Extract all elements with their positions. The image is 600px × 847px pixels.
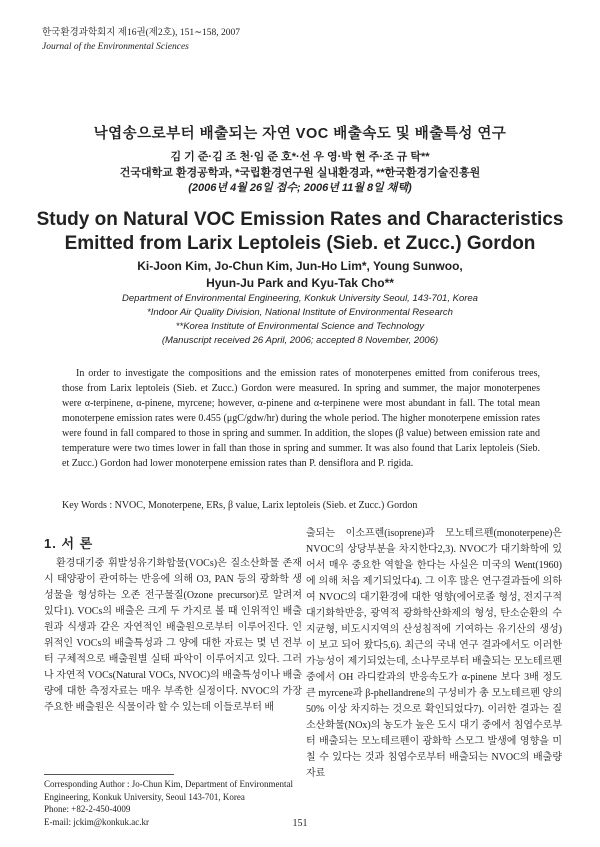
korean-received: (2006년 4월 26일 접수; 2006년 11월 8일 채택) <box>188 182 412 194</box>
journal-korean: 한국환경과학회지 제16권(제2호), 151∼158, 2007 <box>42 28 241 38</box>
affiliation-3: **Korea Institute of Environmental Science and Technology <box>175 321 425 332</box>
abstract: In order to investigate the compositions and the emission rates of monoterpenes emitted from coniferous trees, those from Larix leptoleis (Sieb. et Zucc.) Gordon were measured. In spring and summer, the major monoterpenes were α-terpinene, α-pinene, myrcene; however, α-pinene and α-terpinene were most abundant in fall. The total mean monoterpene emission rates were 0.455 (μgC/gdw/hr) during the whole period. The higher monoterpene emission rates were found in fall compared to those in spring and summer. In addition, the slopes (β value) between emission rate and temperature were two times lower in fall than those in spring and summer. It was also found that Larix leptoleis (Sieb. et Zucc.) Gordon had lower monoterpene emission rates than P. densiflora and P. rigida. <box>62 368 540 469</box>
manuscript-dates: (Manuscript received 26 April, 2006; accepted 8 November, 2006) <box>161 335 439 346</box>
footnote-divider <box>44 774 174 775</box>
corresponding-author: Corresponding Author : Jo-Chun Kim, Department of Environmental Engineering, Konkuk University, Seoul 143-701, Korea <box>44 779 293 802</box>
page-number: 151 <box>292 818 308 829</box>
korean-authors-block <box>0 150 600 197</box>
english-authors-line2: Hyun-Ju Park and Kyu-Tak Cho** <box>206 276 394 290</box>
affiliation-2: *Indoor Air Quality Division, National Institute of Environmental Research <box>147 307 453 318</box>
journal-header <box>42 26 442 54</box>
right-column <box>306 526 562 782</box>
korean-title: 낙엽송으로부터 배출되는 자연 VOC 배출속도 및 배출특성 연구 <box>93 126 507 142</box>
left-column <box>44 528 302 716</box>
korean-affiliation: 건국대학교 환경공학과, *국립환경연구원 실내환경과, **한국환경기술진흥원 <box>119 166 481 179</box>
phone: Phone: +82-2-450-4009 <box>44 804 131 814</box>
left-column-text: 환경대기중 휘발성유기화합물(VOCs)은 질소산화물 존재 시 태양광이 관여하는 반응에 의해 O3, PAN 등의 광화학 생성물을 형성하는 오존 전구물질(Ozone precursor)로 알려져 있다1). VOCs의 배출은 크게 두 가지로 볼 때 인위적인 배출원과 식생과 같은 자연적인 배출원으로부터 이루어진다. 인위적인 VOCs의 배출특성과 그 양에 대한 자료는 몇 년 전부터 구체적으로 배출원별 실태 파악이 이루어지고 있다. 그러나 자연적 VOCs(Natural VOCs, NVOC)의 배출특성이나 배출량에 대한 측정자료는 매우 부족한 실정이다. NVOC의 가장 주요한 배출원은 식물이라 할 수 있는데 이들로부터 배 <box>44 558 302 713</box>
right-column-text: 출되는 이소프렌(isoprene)과 모노테르펜(monoterpene)은 NVOC의 상당부분을 차지한다2,3). NVOC가 대기화학에 있어서 매우 중요한 역할을 한다는 사실은 미국의 Went(1960)에 의해 처음 제기되었다4). 그 이후 많은 연구결과들에 의하여 NVOC의 대기환경에 대한 영향(에어로졸 형성, 전지구적 대기화학반응, 광역적 광화학산화제의 형성, 탄소순환의 수지균형, 비도시지역의 산성침적에 기여하는 유기산의 생성)이 보고 되어 왔다5,6). 최근의 국내 연구 결과에서도 이러한 가능성이 제기되었는데, 소나무로부터 배출되는 모노테르펜 중에서 OH 라디칼과의 반응속도가 α-pinene 보다 3배 정도 큰 myrcene과 β-phellandrene의 구성비가 총 모노테르펜 양의 50% 이상 차지하는 것으로 확인되었다7). 이러한 결과는 질소산화물(NOx)의 농도가 높은 도시 대기 중에서 침엽수로부터 배출되는 모노테르펜이 광화학 스모그 발생에 영향을 미칠 수 있다는 것과 침엽수로부터 배출되는 NVOC의 배출량 자료 <box>306 528 562 779</box>
english-authors <box>0 258 600 292</box>
english-authors-line1: Ki-Joon Kim, Jo-Chun Kim, Jun-Ho Lim*, Young Sunwoo, <box>137 259 463 273</box>
journal-english: Journal of the Environmental Sciences <box>42 42 189 52</box>
email: E-mail: jckim@konkuk.ac.kr <box>44 816 150 827</box>
english-title-line1: Study on Natural VOC Emission Rates and Characteristics <box>36 209 564 230</box>
korean-authors: 김 기 준·김 조 천·임 준 호*·선 우 영·박 현 주·조 규 탁** <box>170 151 430 163</box>
affiliation-1: Department of Environmental Engineering, Konkuk University Seoul, 143-701, Korea <box>122 293 478 304</box>
english-title-line2: Emitted from Larix Leptoleis (Sieb. et Zucc.) Gordon <box>64 233 536 254</box>
keywords: Key Words : NVOC, Monoterpene, ERs, β value, Larix leptoleis (Sieb. et Zucc.) Gordon <box>62 500 418 511</box>
english-title <box>0 208 600 256</box>
section-heading: 1. 서 론 <box>44 536 94 551</box>
affiliations <box>0 292 600 348</box>
